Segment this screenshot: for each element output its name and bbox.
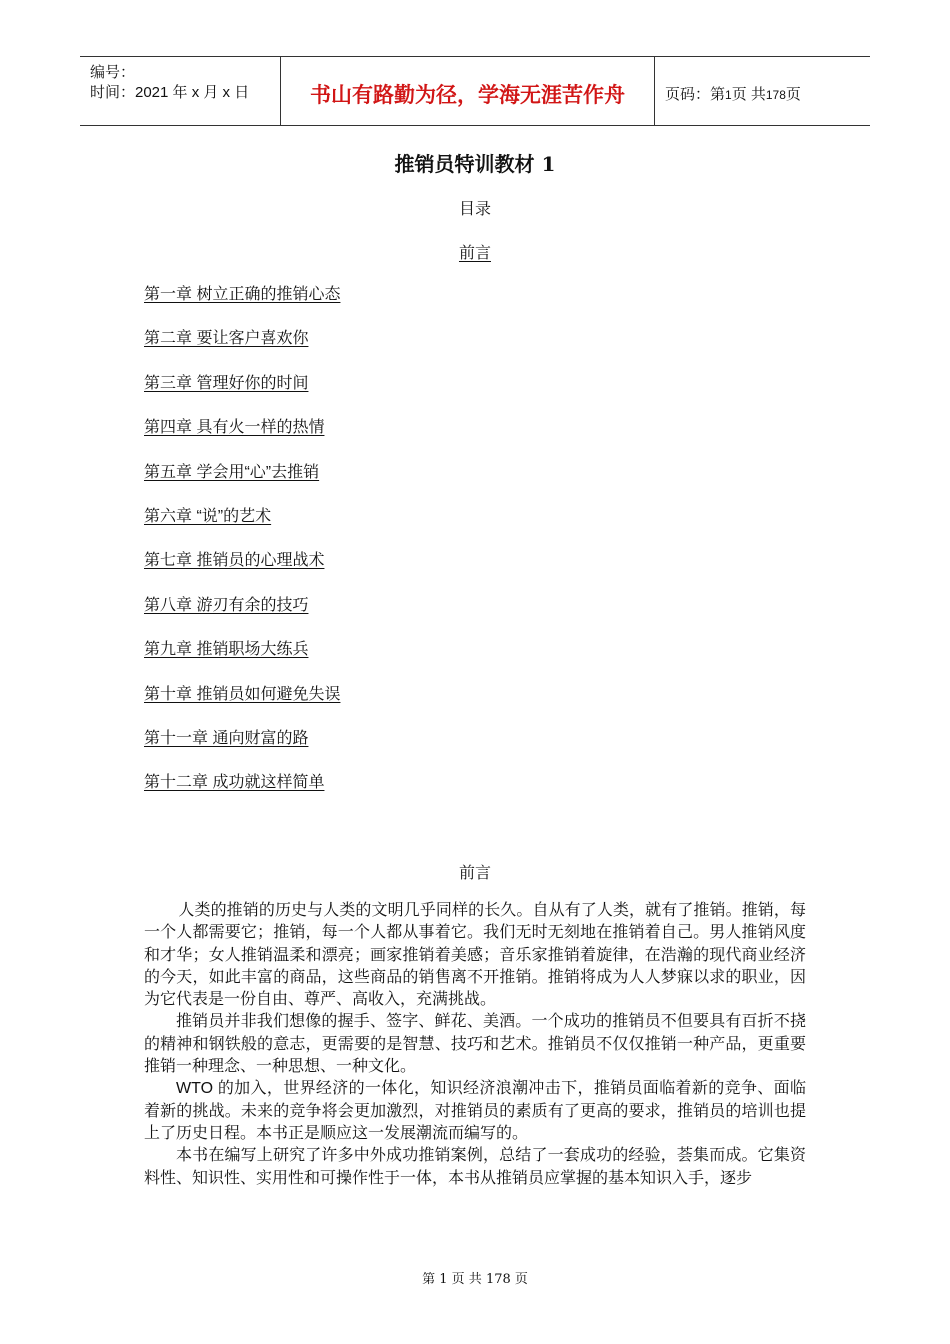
toc-item xyxy=(144,639,340,683)
toc-link-chapter-2[interactable]: 第二章 要让客户喜欢你 xyxy=(144,330,309,348)
toc-link-chapter-10[interactable]: 第十章 推销员如何避免失误 xyxy=(144,685,341,703)
toc-preface-link[interactable]: 前言 xyxy=(458,245,491,262)
toc-link-chapter-8[interactable]: 第八章 游刃有余的技巧 xyxy=(144,596,309,614)
page-current: 1 xyxy=(725,88,732,102)
preface-title: 前言 xyxy=(458,865,491,882)
toc-heading: 目录 xyxy=(458,201,491,218)
toc-item xyxy=(144,417,340,461)
toc-link-chapter-12[interactable]: 第十二章 成功就这样简单 xyxy=(144,774,325,792)
header-page-number xyxy=(665,83,801,104)
toc-link-chapter-1[interactable]: 第一章 树立正确的推销心态 xyxy=(144,286,341,303)
footer-middle: 页 共 xyxy=(451,1272,482,1287)
toc-link-chapter-4[interactable]: 第四章 具有火一样的热情 xyxy=(144,419,325,437)
toc-item xyxy=(144,772,340,816)
header-motto-cell xyxy=(281,57,655,125)
page-middle: 页 共 xyxy=(731,86,766,103)
document-header xyxy=(80,56,870,126)
preface-paragraph-4: 本书在编写上研究了许多中外成功推销案例，总结了一套成功的经验，荟集而成。它集资料性、知识性、实用性和可操作性于一体，本书从推销员应掌握的基本知识入手，逐步 xyxy=(144,1147,806,1187)
toc-link-chapter-7[interactable]: 第七章 推销员的心理战术 xyxy=(144,552,325,570)
toc-list xyxy=(144,284,340,817)
document-title: 推销员特训教材 1 xyxy=(394,152,556,176)
preface-paragraph-1: 人类的推销的历史与人类的文明几乎同样的长久。自从有了人类，就有了推销。推销，每一个人都需要它；推销，每一个人都从事着它。我们无时无刻地在推销着自己。男人推销风度和才华；女人推销温柔和漂亮；画家推销着美感；音乐家推销着旋律，在浩瀚的现代商业经济的今天，如此丰富的商品，这些商品的销售离不开推销。推销将成为人人梦寐以求的职业，因为它代表是一份自由、尊严、高收入，充满挑战。 xyxy=(144,902,806,1009)
document-date: 时间：2021 年 x 月 x 日 xyxy=(90,84,250,101)
page-total: 178 xyxy=(765,88,786,102)
toc-item xyxy=(144,595,340,639)
toc-link-chapter-9[interactable]: 第九章 推销职场大练兵 xyxy=(144,641,309,659)
toc-item xyxy=(144,284,340,328)
toc-link-chapter-6[interactable]: 第六章 “说”的艺术 xyxy=(144,507,272,525)
footer-suffix: 页 xyxy=(514,1272,528,1287)
preface-body xyxy=(144,900,806,1190)
header-motto: 书山有路勤为径，学海无涯苦作舟 xyxy=(310,82,625,107)
toc-item xyxy=(144,684,340,728)
page-footer xyxy=(0,1268,950,1287)
footer-prefix: 第 xyxy=(422,1272,436,1287)
toc-link-chapter-5[interactable]: 第五章 学会用“心”去推销 xyxy=(144,463,320,481)
toc-item xyxy=(144,373,340,417)
toc-link-chapter-11[interactable]: 第十一章 通向财富的路 xyxy=(144,729,309,747)
footer-current-page: 1 xyxy=(439,1272,448,1287)
preface-paragraph-3: WTO 的加入，世界经济的一体化，知识经济浪潮冲击下，推销员面临着新的竞争、面临着新的挑战。未来的竞争将会更加激烈，对推销员的素质有了更高的要求，推销员的培训也提上了历史日程。本书正是顺应这一发展潮流而编写的。 xyxy=(144,1080,806,1142)
page-prefix: 页码：第 xyxy=(665,86,726,103)
toc-item xyxy=(144,462,340,506)
preface-paragraph-2: 推销员并非我们想像的握手、签字、鲜花、美酒。一个成功的推销员不但要具有百折不挠的精神和钢铁般的意志，更需要的是智慧、技巧和艺术。推销员不仅仅推销一种产品，更重要推销一种理念、一种思想、一种文化。 xyxy=(144,1013,806,1076)
toc-link-chapter-3[interactable]: 第三章 管理好你的时间 xyxy=(144,374,309,392)
toc-item xyxy=(144,506,340,550)
footer-total-pages: 178 xyxy=(485,1272,511,1287)
toc-item xyxy=(144,728,340,772)
toc-preface-entry xyxy=(0,240,950,263)
document-number-label: 编号： xyxy=(90,64,136,81)
page-suffix: 页 xyxy=(785,86,801,103)
toc-item xyxy=(144,328,340,372)
toc-item xyxy=(144,550,340,594)
header-page-cell xyxy=(655,57,870,125)
header-meta-cell xyxy=(80,57,281,125)
